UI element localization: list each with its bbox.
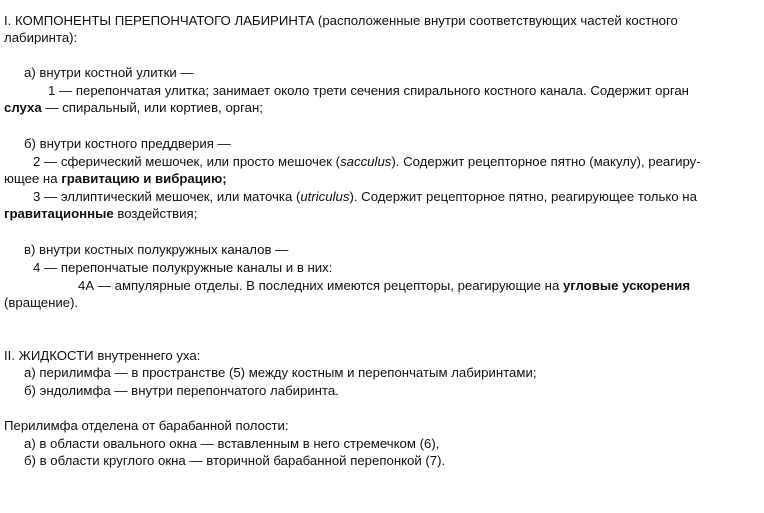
item2-line1-pre: 2 — сферический мешочек, или просто мешочек ( — [33, 154, 341, 169]
item1-line2 — [4, 99, 263, 116]
perilymph-item: а) перилимфа — в пространстве (5) между костным и перепончатым лабиринтами; — [24, 365, 537, 380]
item3-line2 — [4, 205, 197, 222]
item1-line2-rest: — спиральный, или кортиев, орган; — [41, 100, 263, 115]
subsection-a-title: а) внутри костной улитки — — [24, 65, 194, 80]
item3-line1-post: ). Содержит рецепторное пятно, реагирующее только на — [349, 189, 697, 204]
item4: 4 — перепончатые полукружные каналы и в них: — [33, 260, 333, 275]
item2-line1 — [33, 153, 701, 170]
item4a-line2: (вращение). — [4, 295, 79, 310]
item3-latin: utriculus — [300, 189, 350, 204]
item3-bold: гравитационные — [4, 206, 114, 221]
item4a-bold: угловые ускорения — [562, 278, 691, 293]
item4a-line1 — [78, 277, 690, 294]
item2-latin: sacculus — [340, 154, 392, 169]
item4a-pre: 4А — ампулярные отделы. В последних имеются рецепторы, реагирующие на — [78, 278, 563, 293]
subsection-c-title: в) внутри костных полукружных каналов — — [24, 242, 289, 257]
section1-heading-line1: I. КОМПОНЕНТЫ ПЕРЕПОНЧАТОГО ЛАБИРИНТА (расположенные внутри соответствующих частей костного — [4, 13, 678, 28]
endolymph-item: б) эндолимфа — внутри перепончатого лабиринта. — [24, 383, 339, 398]
section3-intro: Перилимфа отделена от барабанной полости: — [4, 418, 289, 433]
item1-line1: 1 — перепончатая улитка; занимает около трети сечения спирального костного канала. Содержит орган — [48, 83, 689, 98]
item2-bold: гравитацию и вибрацию; — [61, 171, 227, 186]
item3-line1 — [33, 188, 697, 205]
oval-window-item: а) в области овального окна — вставленным в него стремечком (6), — [24, 436, 440, 451]
item1-bold: слуха — [4, 100, 42, 115]
item2-line2 — [4, 170, 227, 187]
item2-line2-pre: ющее на — [4, 171, 62, 186]
section2-heading: II. ЖИДКОСТИ внутреннего уха: — [4, 348, 201, 363]
round-window-item: б) в области круглого окна — вторичной барабанной перепонкой (7). — [24, 453, 446, 468]
item2-line1-post: ). Содержит рецепторное пятно (макулу), реагиру- — [391, 154, 701, 169]
item3-line2-rest: воздействия; — [113, 206, 198, 221]
section1-heading-line2: лабиринта): — [4, 30, 78, 45]
subsection-b-title: б) внутри костного преддверия — — [24, 136, 231, 151]
item3-line1-pre: 3 — эллиптический мешочек, или маточка ( — [33, 189, 301, 204]
